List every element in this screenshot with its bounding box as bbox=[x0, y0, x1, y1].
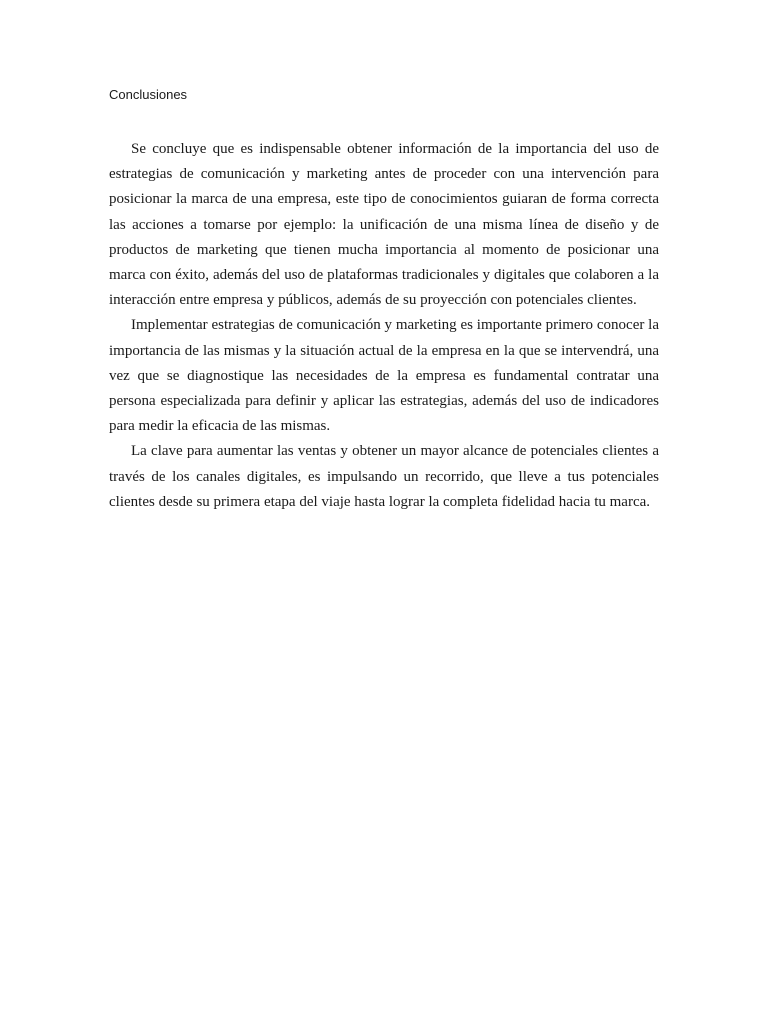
paragraph-1: Se concluye que es indispensable obtener información de la importancia del uso de estrategias de comunicación y marketing antes de proceder con una intervención para posicionar la marca de una empresa, este tipo de conocimientos guiaran de forma correcta las acciones a tomarse por ejemplo: la unificación de una misma línea de diseño y de productos de marketing que tienen mucha importancia al momento de posicionar una marca con éxito, además del uso de plataformas tradicionales y digitales que colaboren a la interacción entre empresa y públicos, además de su proyección con potenciales clientes. bbox=[109, 141, 659, 309]
paragraph-3: La clave para aumentar las ventas y obtener un mayor alcance de potenciales clientes a través de los canales digitales, es impulsando un recorrido, que lleve a tus potenciales clientes desde su primera etapa del viaje hasta lograr la completa fidelidad hacia tu marca. bbox=[109, 443, 659, 510]
document-body bbox=[109, 137, 659, 515]
paragraph-2: Implementar estrategias de comunicación y marketing es importante primero conocer la importancia de las mismas y la situación actual de la empresa en la que se intervendrá, una vez que se diagnostique las necesidades de la empresa es fundamental contratar una persona especializada para definir y aplicar las estrategias, además del uso de indicadores para medir la eficacia de las mismas. bbox=[109, 317, 659, 435]
section-heading: Conclusiones bbox=[109, 87, 188, 102]
